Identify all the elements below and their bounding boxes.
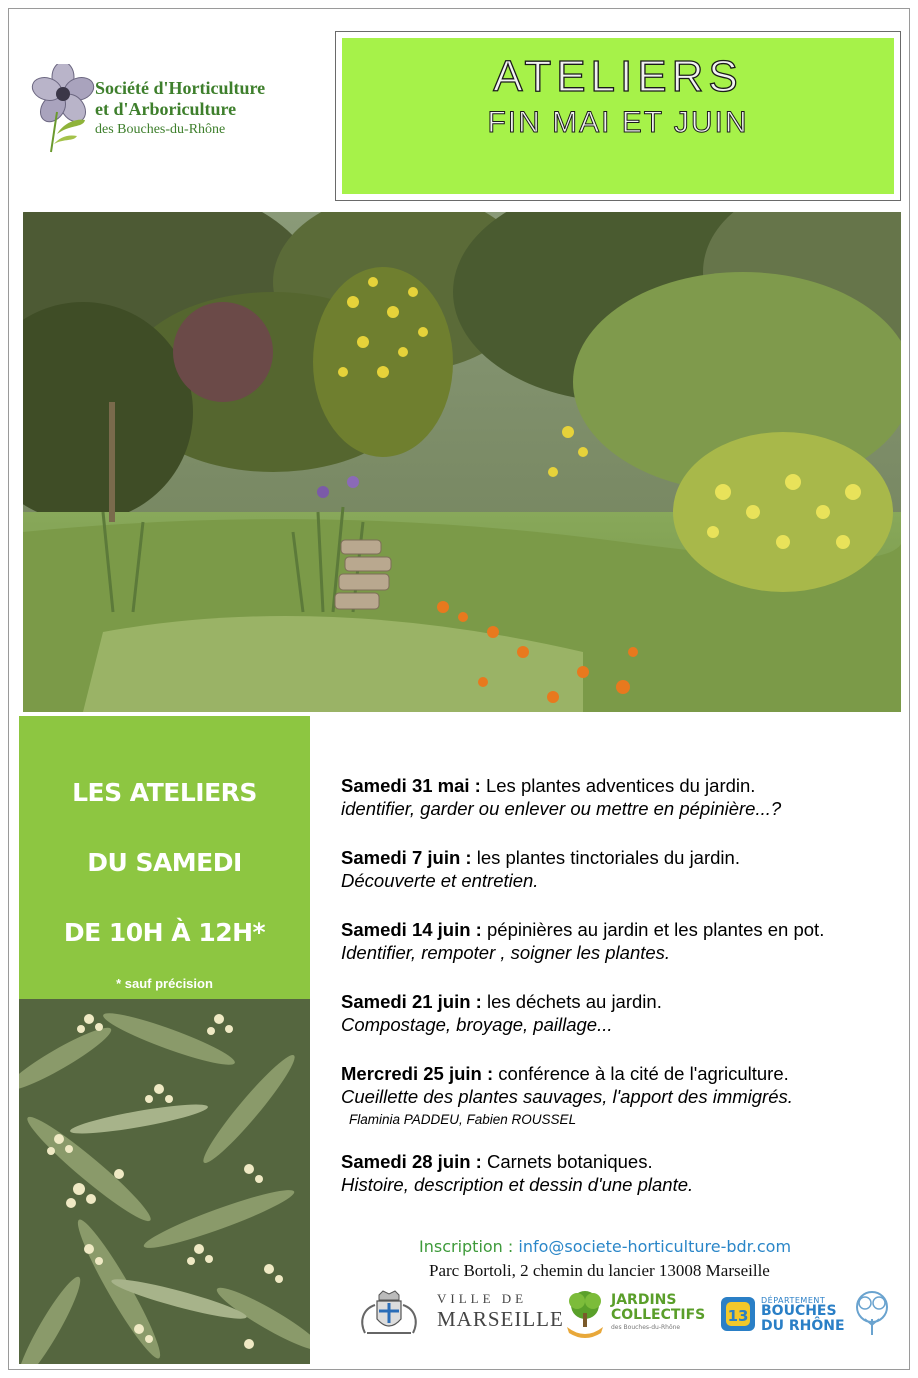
panel-note: * sauf précision [116, 976, 213, 991]
event-date: Samedi 7 juin : [341, 847, 472, 868]
event-title: les plantes tinctoriales du jardin. [476, 847, 740, 868]
inscription-label: Inscription [419, 1237, 503, 1256]
inscription-separator: : [502, 1237, 519, 1256]
panel-line-1: LES ATELIERS [72, 778, 257, 807]
event-title: Carnets botaniques. [487, 1151, 653, 1172]
title-banner [342, 38, 894, 194]
event-item [341, 846, 901, 892]
event-date: Samedi 14 juin : [341, 919, 482, 940]
society-logo [27, 64, 327, 159]
tree-icon [851, 1289, 893, 1339]
departement-bdr-logo [717, 1287, 892, 1343]
event-speakers: Flaminia PADDEU, Fabien ROUSSEL [349, 1112, 577, 1127]
garden-photo [23, 212, 901, 712]
event-item [341, 1150, 901, 1196]
bdr-line-3: DU RHÔNE [761, 1318, 845, 1334]
page-subtitle: FIN MAI ET JUIN [487, 106, 749, 139]
bdr-line-2: BOUCHES [761, 1303, 837, 1319]
inscription-email-link[interactable]: info@societe-horticulture-bdr.com [518, 1237, 792, 1256]
event-title: conférence à la cité de l'agriculture. [498, 1063, 789, 1084]
event-date: Samedi 31 mai : [341, 775, 481, 796]
event-description: identifier, garder ou enlever ou mettre en pépinière...? [341, 798, 782, 819]
marseille-line-2: MARSEILLE [437, 1307, 564, 1331]
logo-line-3: des Bouches-du-Rhône [95, 122, 226, 137]
panel-line-2: DU SAMEDI [87, 848, 242, 877]
inscription-line [419, 1237, 791, 1256]
event-date: Samedi 28 juin : [341, 1151, 482, 1172]
marseille-crest-icon [349, 1287, 429, 1343]
saturday-workshops-panel [19, 716, 310, 1364]
olive-flowers-photo [19, 999, 310, 1364]
ville-de-marseille-logo [349, 1287, 564, 1343]
logo-line-2: et d'Arboriculture [95, 99, 237, 119]
address: Parc Bortoli, 2 chemin du lancier 13008 Marseille [429, 1261, 770, 1280]
event-description: Identifier, rempoter , soigner les plantes. [341, 942, 671, 963]
jardins-collectifs-logo [561, 1287, 706, 1343]
event-date: Samedi 21 juin : [341, 991, 482, 1012]
event-title: les déchets au jardin. [487, 991, 662, 1012]
event-item [341, 918, 901, 964]
jardins-line-3: des Bouches-du-Rhône [611, 1324, 681, 1331]
jardins-line-1: JARDINS [611, 1292, 677, 1308]
panel-line-3: DE 10H À 12H* [63, 918, 266, 947]
marseille-line-1: VILLE DE [437, 1291, 528, 1306]
event-title: Les plantes adventices du jardin. [485, 775, 756, 796]
event-date: Mercredi 25 juin : [341, 1063, 494, 1084]
flower-logo-icon [27, 64, 97, 154]
event-item [341, 774, 901, 820]
bdr-line-1: DÉPARTEMENT [761, 1296, 826, 1305]
event-item [341, 1062, 901, 1131]
event-description: Cueillette des plantes sauvages, l'apport des immigrés. [341, 1086, 793, 1107]
jardins-line-2: COLLECTIFS [611, 1307, 706, 1323]
title-box [335, 31, 901, 201]
event-item [341, 990, 901, 1036]
departement-b13-icon [717, 1287, 759, 1343]
poster [8, 8, 910, 1370]
event-description: Compostage, broyage, paillage... [341, 1014, 613, 1035]
event-title: pépinières au jardin et les plantes en pot. [487, 919, 825, 940]
tree-hands-icon [561, 1287, 609, 1343]
event-description: Découverte et entretien. [341, 870, 539, 891]
event-description: Histoire, description et dessin d'une plante. [341, 1174, 694, 1195]
logo-line-1: Société d'Horticulture [95, 78, 266, 98]
svg-text:13: 13 [727, 1307, 749, 1325]
page-title: ATELIERS [493, 52, 743, 101]
